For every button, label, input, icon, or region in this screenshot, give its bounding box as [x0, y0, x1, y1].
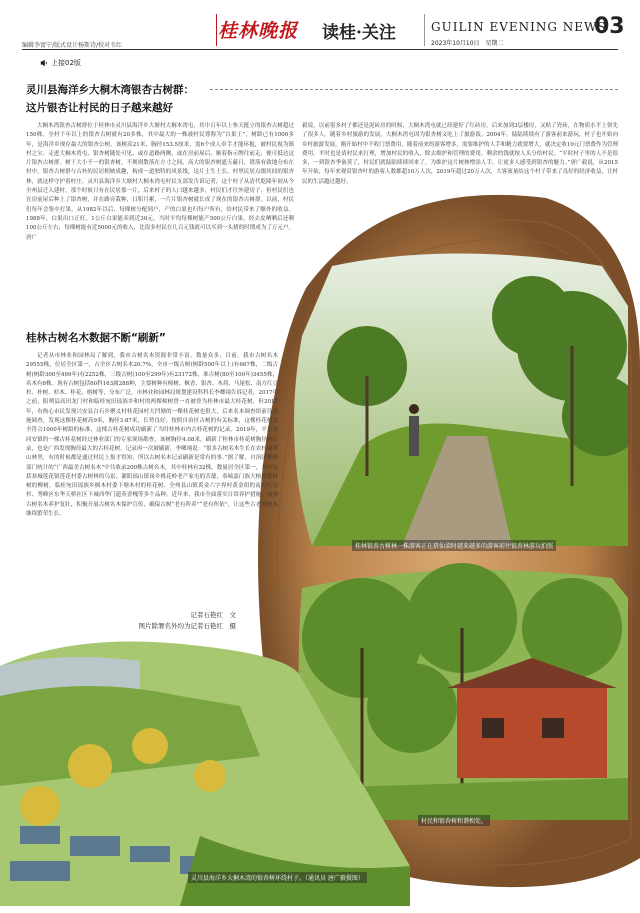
header-divider	[424, 14, 425, 46]
audio-link[interactable]	[40, 58, 81, 68]
photo-tourists-ginkgo	[272, 246, 628, 556]
header-rule	[22, 49, 618, 50]
reporter-credit: 记者石艳红 文	[190, 611, 236, 619]
photo-caption-3: 灵川县海洋乡大桐木湾的银杏树环绕村子。（通讯员 唐广毅摄图）	[188, 872, 367, 883]
photo-caption-2: 村民和银杏树和谐相处。	[418, 815, 490, 826]
photo-aerial-village	[0, 636, 410, 906]
article1-col2: 毅说，以前很多村子都还是泥砖房的时候，大桐木湾屯就已经建好了红砖房，后来加到3层楼房，又贴了瓷砖，在物质水平上领先了很多人。随着乡村旅游的发展，大桐木湾屯因为银杏树又吃上了旅游饭。2004年，陆陆续续有了游客前来游玩，村子也开始向乡村旅游发展，刚开始村中不收门票费用，随着前来的游客增多，需要维护的人手和精力就要增大，就决定收10元门票费作为管理费用。平时也是请村民来打理，增加村民的收入，除去维护和管理的费用，剩余的钱就按人头分给村民。“平时村子里的人不是很多，一到银杏季备黄了，村民们就陆陆续续回来了，为维护这片树林增添人手，让更多人感受到银杏的魅力。”唐广毅说，从2015年开始，每年来观赏银杏叶的游客人数都超10万人次，2019年超过20万人次，大客流量给这个村子带来了良好的经济收益，让村民的生活越过越好。	[302, 123, 618, 185]
article1-headline-line1: 灵川县海洋乡大桐木湾银杏古树群：	[26, 84, 194, 96]
speaker-icon	[40, 59, 48, 67]
issue-date: 2023年10月10日 星期二	[431, 40, 504, 47]
newspaper-logo: 桂林晚报	[218, 20, 299, 42]
page-number: 03	[594, 14, 625, 39]
header-divider	[216, 14, 217, 46]
photo-credit: 图片除署名外均为记者石艳红 摄	[138, 622, 236, 630]
article1-headline-line2: 这片银杏让村民的日子越来越好	[26, 102, 173, 114]
continued-label: 上接02版	[51, 59, 81, 67]
photo-caption-1: 桂林银杏古树林一株游客正在搭仙梁时越来越多的游客前往银杏林游玩拍照	[352, 540, 556, 551]
section-title: 读桂·关注	[322, 23, 396, 43]
article2-body: 记者从市林业和园林局了解到，我市古树名木资源非常丰富，数量众多，目前，我市古树名木29555株，位居全区第一，占全区古树名木20.7%，全市一级古树(树龄500年以上)有667株，二级古树(树龄300至499年)有2252株，三级古树(100至299年)有23172株，准古树(80至100年)3455株，名木有8株。现有古树包括60科163属288种，主要树种有樟树、枫香、银杏、木荷、马尾松、南方红豆杉、朴树、杉木、桂花、榕树等，分布广泛。市林业和园林局规划建设科科长李卿翊告诉记者，2017年之前，阳朔县高田龙门村和临桂宛田瑶族乡和村的两棵樟树曾一直被誉为桂林市最大桂花树，但2017年，有热心市民发现兴安县白石乡聚义村桂花园村大凹塘的一棵桂花树也很大，后来名木调查组前往实施调查，发现这棵桂花树高9米，胸径3.87米，长势良好，按照自治区古树的有关标准，这棵桂花树完全符合1000年树龄的标准，这棵古桂花树成功刷新了当时桂林市内古桂花树的记录。2019年，平乐县同安镇的一棵古桂花树经过林业部门的专家现场勘查，该树胸径4.08米，刷新了桂林市桂花树胸径的记录，也是广西发现胸径最大的古桂花树。记录再一次被刷新，李卿翊说：“很多古树名木生长在农村或者山林里，有的时候都是通过村民上报才得知，所以古树名木记录刷新是常有的事。”据了解，自治区林园部门统计的“广西最美古树名木”中共收录200株古树名木，其中桂林有32株，数量居全区第一，其中包括恭城莲花镇莲花村委古树林的乌岽、灌阳瑶山镇岗乡桃花岭老产家屯的苦蘖，恭城嘉门族大榕村委柿树的柳树、临桂宛田瑶族乡枫木村委下塘木村的桂花树、全州县山镇黄金六字界村黄金组的南方红豆杉、秀峰区东华天桥社区下城西华门遗英香槐等多个品种。近年来，我市全面落实日常养护措施，加强古树名木养护复壮，积极开展古树名木保护宣传，确保古树“老有所养”“老有所依”，让这些古老的树木继续繁荣生长。	[26, 353, 278, 518]
editor-credit: 编辑李富宁/版式设计杨斯诗/校对韦红	[22, 42, 123, 49]
english-title: GUILIN EVENING NEWS	[431, 20, 607, 34]
article1-col1: 大桐木湾银杏古树群位于桂林市灵川县海洋乡大塘村大桐木湾屯，其中百年以上参天挺立的银杏古树超过150株，全村千年以上的银杏古树就有20多株，其中最大的一株被村民尊称为“白果王”，树龄已有1000多年，是海洋乡现存最大的银杏公树。该树高21米，胸径153.5厘米，需6个成人牵手才能环抱，被村民视为镇村之宝。走进大桐木湾屯，银杏树随处可见，或在道路两侧，或在房前屋后，顺着指示牌往前走，便可抵达这片银杏古树群。树干大小不一的银杏树，不规则散落在方寸之间，高大的银杏树遮天蔽日，错落有致地分布在村中，银杏古树群与古朴的民居相映成趣，构成一道独特的风景线，这片土生土长、村里民居点缀其间的银杏林，就这样守护着村庄。灵川县海洋乡大塘村大桐木湾屯村民支部发告诉记者，这个村子从清代乾隆年间从今全州县迁入建村，那个时候只有在民居那一片，后来村子的人口越来越多，村民们才往外建房子，但村民们也在房前屋后种上了银杏树，并在路旁栽种，日积月累，一片片银杏树就长成了现在的银杏古树群。以前，村民们每年会集中打果，从1982年以后，每棵树分配到户，产的白果也归每户所有，给村民带来了额外的收益。1988年，白果出口正旺，1公斤白果能卖到近30元，当时平均每棵树能产500公斤白果，经去皮晒晒后还剩100公斤左右，每棵树能有近5000元的收入，比很多村民在几百元钱就可以买到一头猪的时期成为了万元户。唐广	[26, 123, 294, 241]
headline-rule	[210, 89, 618, 91]
article2-headline: 桂林古树名木数据不断“刷新”	[26, 332, 166, 344]
